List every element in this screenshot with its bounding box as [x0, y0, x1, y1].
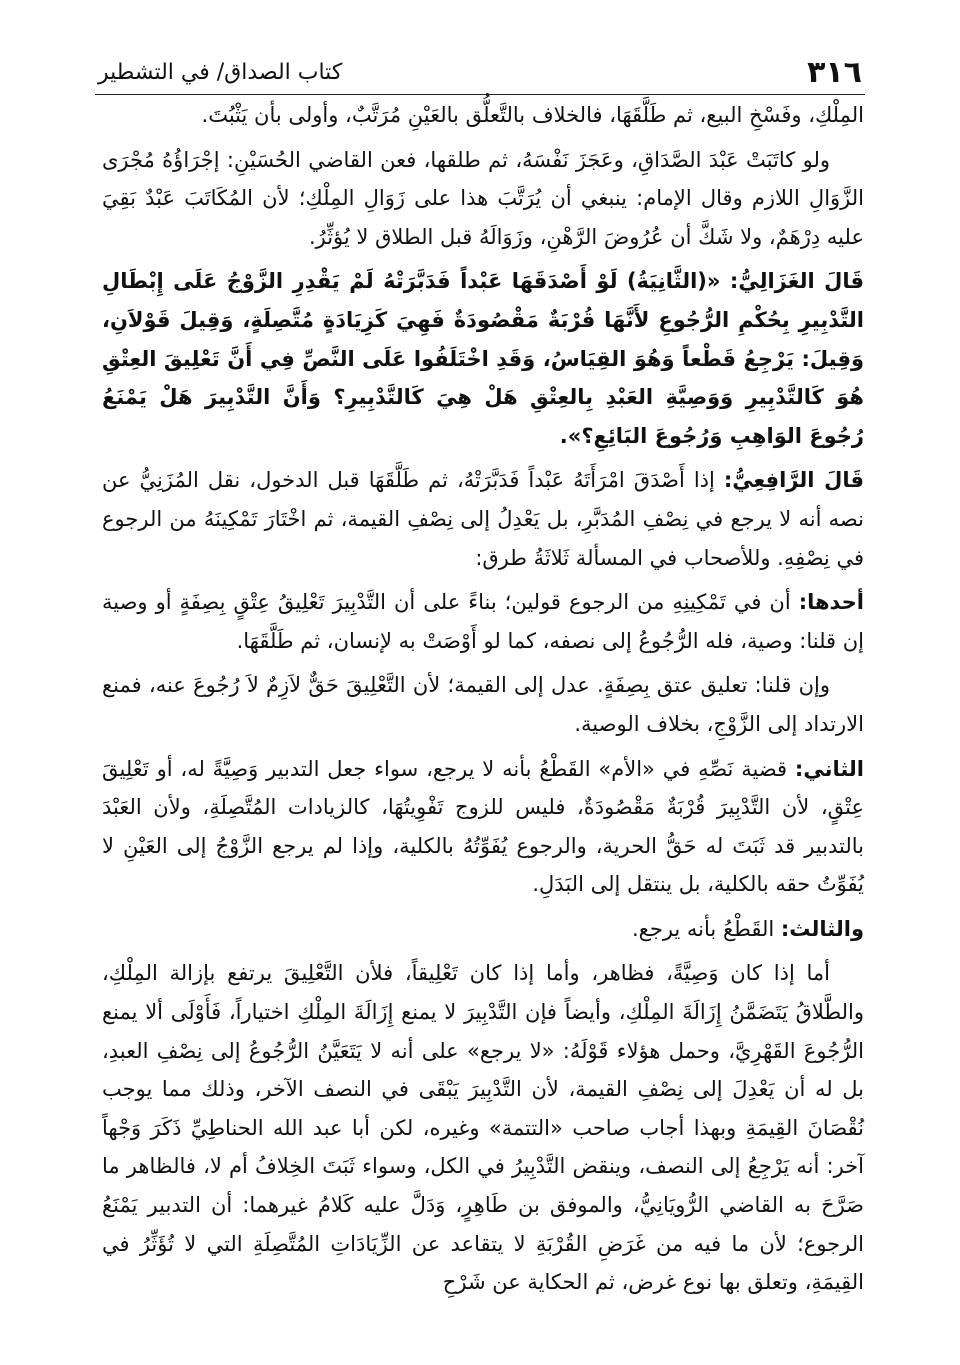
paragraph-text: قضية نَصِّهِ في «الأم» القَطْعُ بأنه لا يرجع، سواء جعل التدبير وَصِيَّةً له، أو تَعْلِيقَ عِتْقٍ، لأن التَّدْبِيرَ قُرْبَةٌ مَقْصُودَةٌ، فليس للزوج تَفْوِيتُهَا، كالزيادات المُتَّصِلَةِ، ولأن العَبْدَ بالتدبير قد ثَبَتَ له حَقُّ الحرية، والرجوع يُفَوِّتُهُ بالكلية، وإذا لم يرجع الزَّوْجُ إلى العَيْنِ لا يُفَوِّتُ حقه بالكلية، بل ينتقل إلى البَدَلِ. — [102, 756, 864, 897]
paragraph-discussion — [102, 954, 864, 1301]
paragraph-second-way — [102, 750, 864, 904]
paragraph-text: القَطْعُ بأنه يرجع. — [631, 916, 781, 941]
paragraph-lead: والثالث: — [780, 916, 864, 941]
running-title: كتاب الصداق/ في التشطير — [98, 60, 343, 85]
paragraph-rafii-commentary — [102, 461, 864, 577]
page-body — [102, 96, 864, 1308]
paragraph-ownership-continuation — [102, 96, 864, 135]
paragraph-text: أما إذا كان وَصِيَّةً، فظاهر، وأما إذا كان تَعْلِيقاً، فلأن التَّعْلِيقَ يرتفع بإزالة المِلْكِ، والطَّلاقُ يَتَضَمَّنُ إِزَالَةَ المِلْكِ، وأيضاً فإن التَّدْبِيرَ لا يمنع إِزَالَةَ المِلْكِ اختياراً، فَأَوْلَى ألا يمنع الرُّجُوعَ القَهْرِيَّ، وحمل هؤلاء قَوْلَهُ: «لا يرجع» على أنه لا يَتَعَيَّنُ الرُّجُوعُ إلى نِصْفِ العبدِ، بل له أن يَعْدِلَ إلى نِصْفِ القيمة، لأن التَّدْبِيرَ يَبْقَى في النصف الآخر، وذلك مما يوجب نُقْصَانَ القِيمَةِ وبهذا أجاب صاحب «التتمة» وغيره، لكن أبا عبد الله الحناطِيِّ ذَكَرَ وَجْهاً آخر: أنه يَرْجِعُ إلى النصف، وينقض التَّدْبِيرُ في الكل، وسواء ثَبَتَ الخِلافُ أم لا، فالظاهر ما صَرَّحَ به القاضي الرُّويَانِيُّ، والموفق بن طَاهِرٍ، وَدَلَّ عليه كَلامُ غيرهما: أن التدبير يَمْنَعُ الرجوع؛ لأن ما فيه من غَرَضِ القُرْبَةِ لا يتقاعد عن الزِّيَادَاتِ المُتَّصِلَةِ التي لا تُؤَثِّرُ في القِيمَةِ، وتعلق بها نوع غرض، ثم الحكاية عن شَرْحِ — [102, 961, 864, 1295]
page-number: ٣١٦ — [807, 55, 862, 90]
paragraph-lead: أحدها: — [798, 590, 864, 615]
header-rule — [95, 94, 865, 95]
paragraph-ghazali-quote — [102, 262, 864, 455]
paragraph-text: وإن قلنا: تعليق عتق بِصِفَةٍ. عدل إلى القيمة؛ لأن التَّعْلِيقَ حَقٌّ لاَزِمٌ لاَ رُجُوعَ عنه، فمنع الارتداد إلى الزَّوْجِ، بخلاف الوصية. — [102, 673, 864, 736]
paragraph-first-way — [102, 583, 864, 660]
paragraph-lead: الثاني: — [794, 756, 864, 781]
page-header — [98, 34, 862, 92]
paragraph-text: قَالَ الغَزَالِيُّ: «(الثَّانِيَةُ) لَوْ أَصْدَقَهَا عَبْداً فَدَبَّرَتْهُ لَمْ يَقْدِرِ الزَّوْجُ عَلَى إِبْطَالِ التَّدْبِيرِ بِحُكْمِ الرُّجُوعِ لأَنَّهَا قُرْبَةٌ مَقْصُودَةٌ فَهِيَ كَزِيَادَةٍ مُتَّصِلَةٍ، وَقِيلَ قَوْلاَنِ، وَقِيلَ: يَرْجِعُ قَطْعاً وَهُوَ القِيَاسُ، وَقَدِ اخْتَلَفُوا عَلَى النَّصِّ فِي أَنَّ تَعْلِيقَ العِتْقِ هُوَ كَالتَّدْبِيرِ وَوَصِيَّةِ العَبْدِ بِالعِتْقِ هَلْ هِيَ كَالتَّدْبِيرِ؟ وَأَنَّ التَّدْبِيرَ هَلْ يَمْنَعُ رُجُوعَ الوَاهِبِ وَرُجُوعَ البَائِعِ؟». — [102, 269, 864, 448]
paragraph-conditional-ruling — [102, 666, 864, 743]
paragraph-text: المِلْكِ، وفَسْخِ البيع، ثم طَلَّقَهَا، فالخلاف بالتَّعلُّق بالعَيْنِ مُرَتَّبٌ، وأولى بأن يَثْبُتَ. — [201, 103, 864, 127]
paragraph-third-way — [102, 910, 864, 949]
paragraph-mukatab — [102, 141, 864, 257]
paragraph-text: أن في تَمْكِينِهِ من الرجوع قولين؛ بناءً على أن التَّدْبِيرَ تَعْلِيقُ عِتْقٍ بِصِفَةٍ أو وصية إن قلنا: وصية، فله الرُّجُوعُ إلى نصفه، كما لو أَوْصَتْ به لإنسان، ثم طَلَّقَهَا. — [102, 590, 864, 653]
paragraph-text: ولو كاتَبَتْ عَبْدَ الصَّدَاقِ، وعَجَزَ نَفْسَهُ، ثم طلقها، فعن القاضي الحُسَيْنِ: إجْرَاؤُهُ مُجْرَى الزَّوَالِ اللازم وقال الإمام: ينبغي أن يُرَتَّبَ هذا على زَوَالِ المِلْكِ؛ لأن المُكَاتَبَ عَبْدٌ بَقِيَ عليه دِرْهَمٌ، ولا شَكَّ أن عُرُوضَ الرَّهْنِ، وزَوَالَهُ قبل الطلاق لا يُؤثِّرُ. — [102, 147, 864, 249]
paragraph-text: إذا أَصْدَقَ امْرَأَتَهُ عَبْداً فَدَبَّرَتْهُ، ثم طَلَّقَهَا قبل الدخول، نقل المُزَنِيُّ عن نصه أنه لا يرجع في نِصْفِ المُدَبَّرِ، بل يَعْدِلُ إلى نِصْفِ القيمة، ثم اخْتَارَ تَمْكِينَهُ من الرجوع في نِصْفِهِ. وللأصحاب في المسألة ثَلاثَةُ طرق: — [102, 468, 864, 570]
paragraph-lead: قَالَ الرَّافِعِيُّ: — [723, 468, 864, 493]
